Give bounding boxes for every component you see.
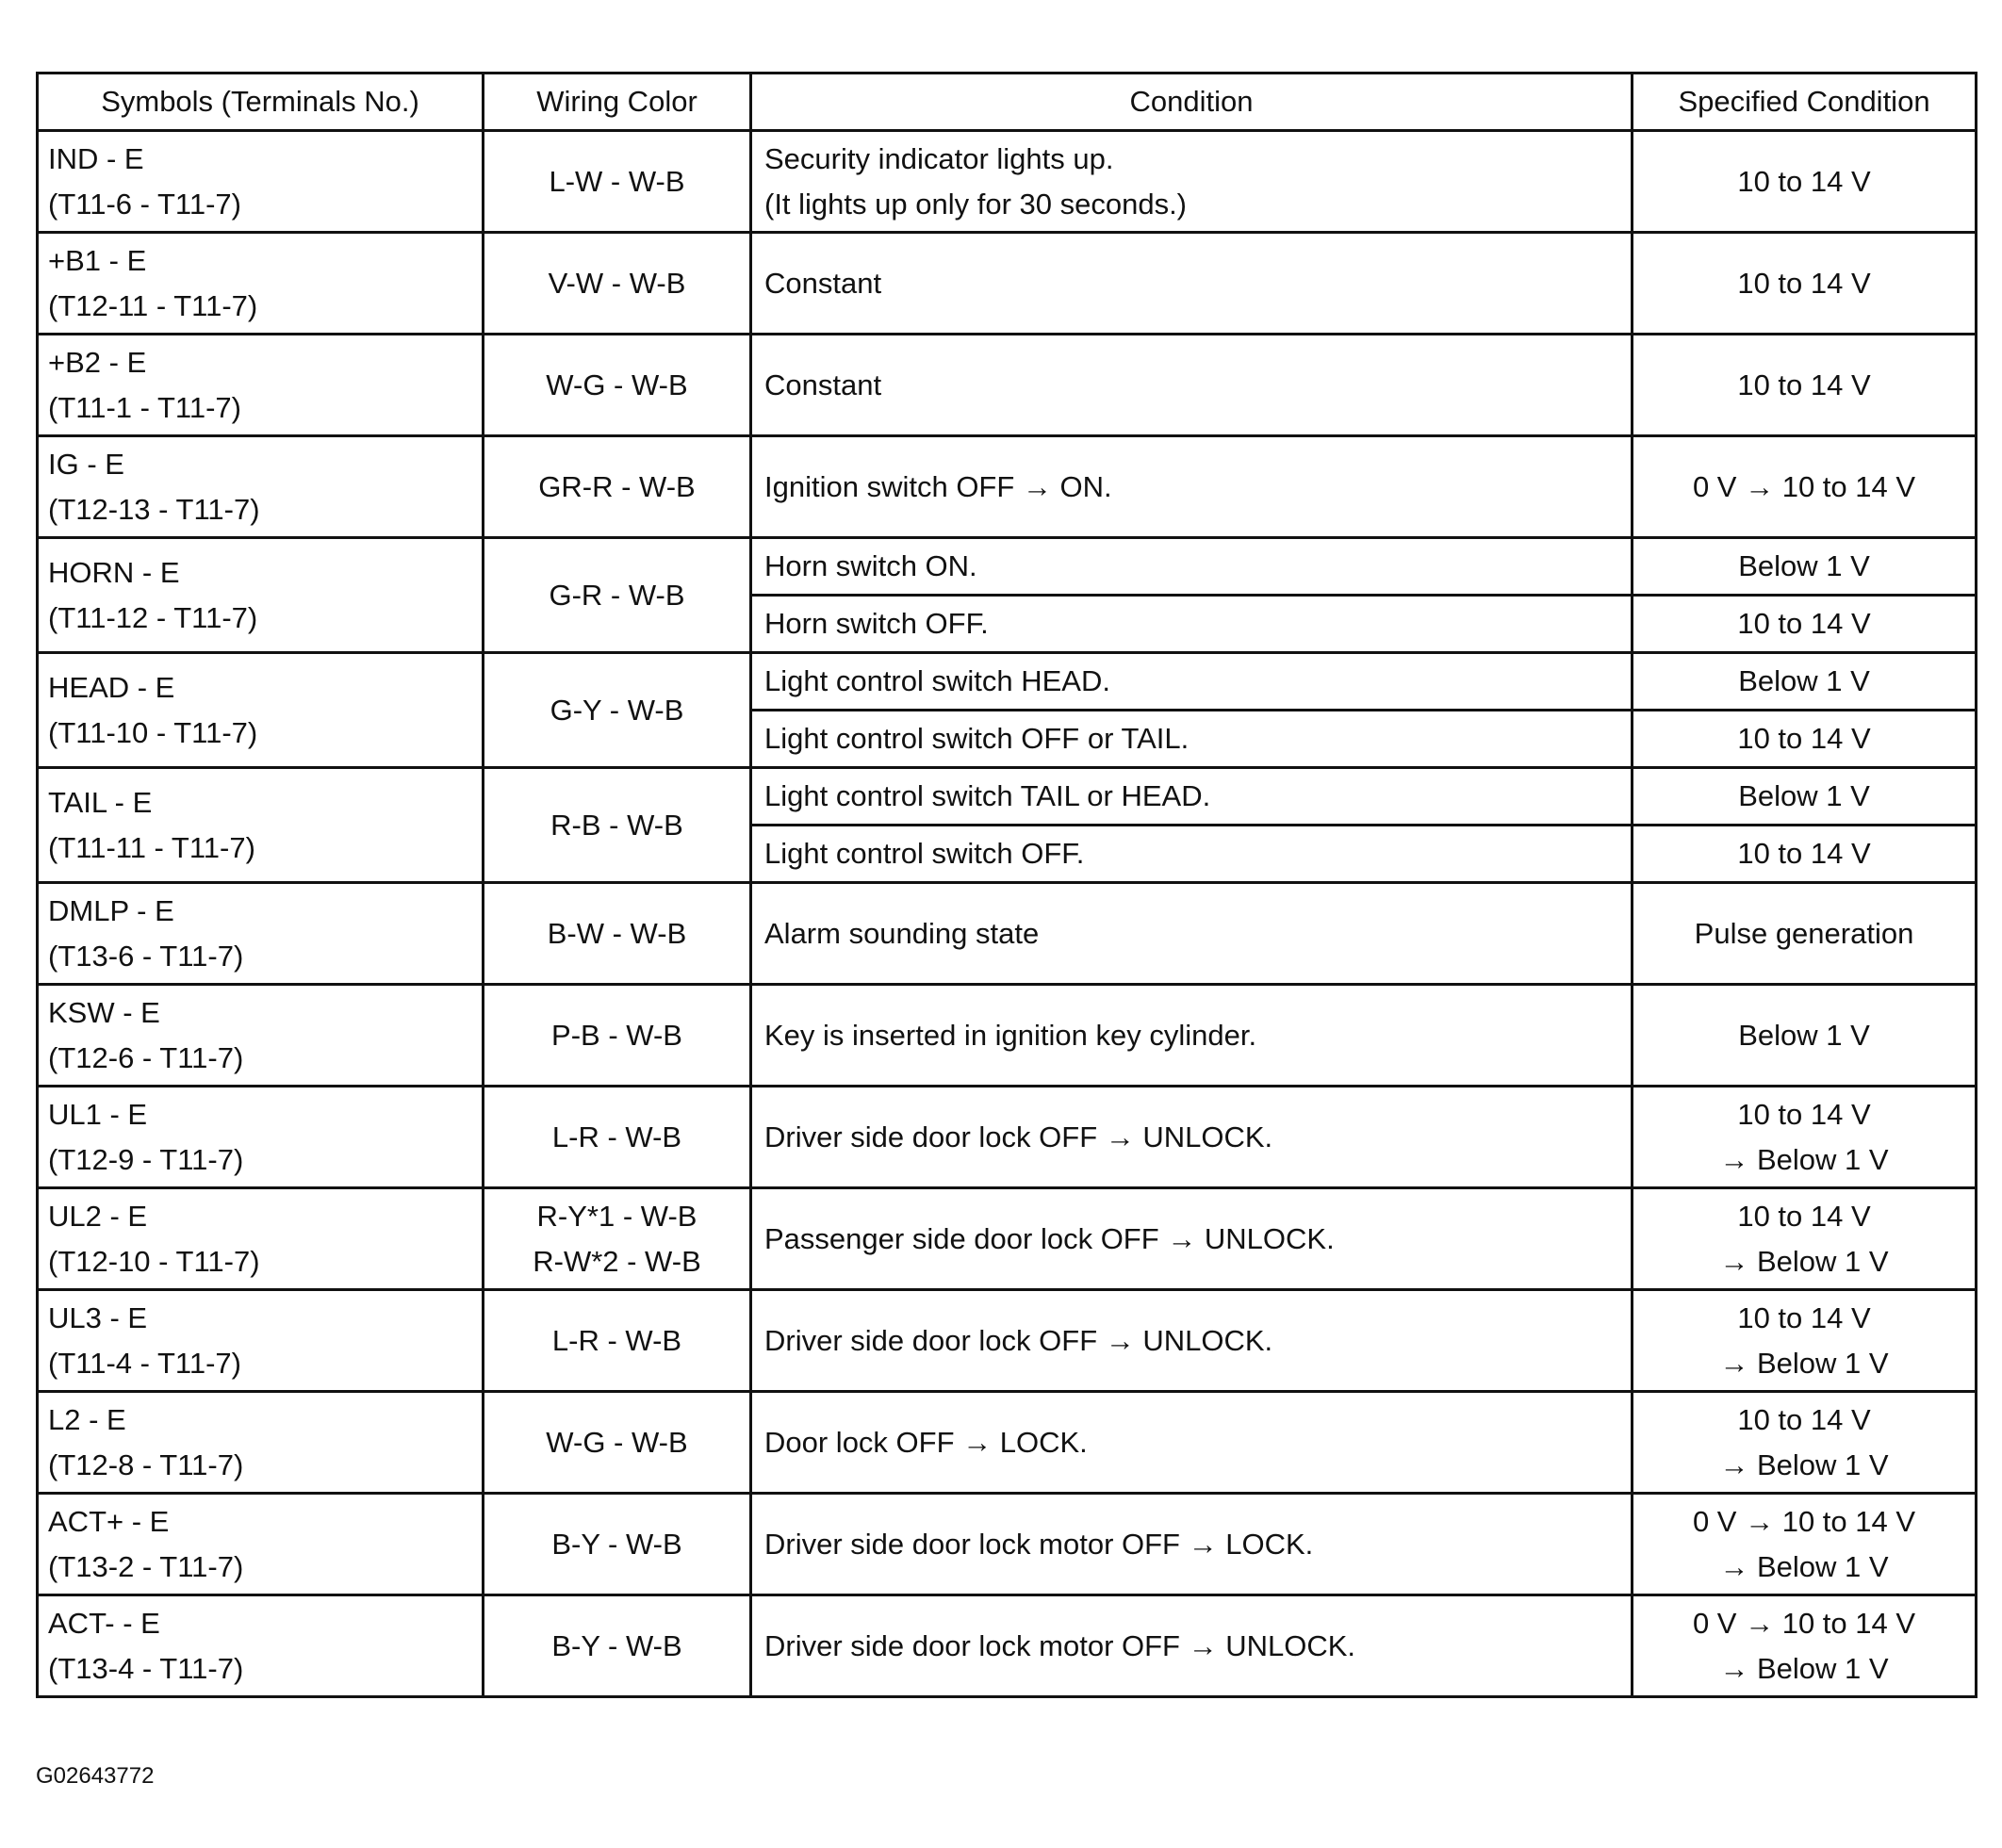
symbol-cell — [38, 1595, 484, 1697]
wiring-color-text: G-Y - W-B — [550, 693, 684, 727]
condition-cell — [751, 1494, 1633, 1595]
terminals-text: (T13-2 - T11-7) — [48, 1549, 244, 1583]
symbol-cell — [38, 883, 484, 985]
condition-cell — [751, 768, 1633, 826]
specified-condition-text: 0 V → 10 to 14 V — [1692, 1606, 1916, 1640]
wiring-color-cell — [484, 131, 751, 233]
table-row — [38, 335, 1977, 436]
header-condition: Condition — [751, 74, 1633, 131]
table-row — [38, 538, 1977, 596]
header-wiring-color: Wiring Color — [484, 74, 751, 131]
symbol-text: UL2 - E — [48, 1199, 148, 1233]
table-row — [38, 768, 1977, 826]
table-row — [38, 653, 1977, 711]
symbol-cell — [38, 538, 484, 653]
terminals-text: (T11-1 - T11-7) — [48, 390, 241, 424]
condition-cell — [751, 1595, 1633, 1697]
symbol-text: KSW - E — [48, 995, 160, 1029]
table-body — [38, 131, 1977, 1697]
symbol-text: ACT+ - E — [48, 1504, 170, 1538]
condition-cell — [751, 233, 1633, 335]
specified-condition-cell — [1633, 985, 1977, 1087]
header-row — [38, 74, 1977, 131]
specified-condition-text: 0 V → 10 to 14 V — [1692, 1504, 1916, 1538]
terminals-text: (T12-10 - T11-7) — [48, 1244, 260, 1278]
terminals-text: (T11-10 - T11-7) — [48, 715, 258, 749]
wiring-color-cell — [484, 233, 751, 335]
wiring-color-text: L-W - W-B — [549, 164, 685, 198]
symbol-text: UL3 - E — [48, 1300, 148, 1334]
specified-condition-text: 10 to 14 V — [1737, 722, 1871, 755]
wiring-color-text: P-B - W-B — [551, 1018, 682, 1052]
specified-condition-cell — [1633, 1392, 1977, 1494]
wiring-color-text: R-Y*1 - W-B — [536, 1199, 697, 1233]
symbol-cell — [38, 233, 484, 335]
condition-text: Ignition switch OFF → ON. — [764, 469, 1112, 503]
symbol-text: UL1 - E — [48, 1097, 148, 1131]
terminals-text: (T11-12 - T11-7) — [48, 600, 258, 634]
table-row — [38, 1494, 1977, 1595]
specified-condition-text: Below 1 V — [1738, 1018, 1870, 1052]
specified-condition-cell — [1633, 711, 1977, 768]
specified-condition-text: 10 to 14 V — [1737, 266, 1871, 300]
condition-cell — [751, 1087, 1633, 1188]
symbol-text: +B1 - E — [48, 243, 147, 277]
wiring-color-cell — [484, 1290, 751, 1392]
symbol-cell — [38, 131, 484, 233]
wiring-color-text: L-R - W-B — [551, 1323, 682, 1357]
symbol-cell — [38, 768, 484, 883]
symbol-text: ACT- - E — [48, 1606, 160, 1640]
symbol-text: IG - E — [48, 447, 124, 481]
condition-text: Light control switch OFF. — [764, 837, 1085, 870]
symbol-cell — [38, 335, 484, 436]
condition-text: Driver side door lock OFF → UNLOCK. — [764, 1120, 1273, 1153]
wiring-color-text: G-R - W-B — [549, 578, 685, 612]
terminals-text: (T11-6 - T11-7) — [48, 187, 241, 221]
header-symbols: Symbols (Terminals No.) — [38, 74, 484, 131]
wiring-color-cell — [484, 538, 751, 653]
specified-condition-cell — [1633, 1595, 1977, 1697]
condition-text: Constant — [764, 368, 882, 401]
symbol-cell — [38, 1290, 484, 1392]
condition-cell — [751, 1290, 1633, 1392]
terminals-text: (T12-8 - T11-7) — [48, 1447, 244, 1481]
condition-cell — [751, 538, 1633, 596]
condition-cell — [751, 1188, 1633, 1290]
wiring-color-cell — [484, 1188, 751, 1290]
specified-condition-cell — [1633, 768, 1977, 826]
wiring-color-cell — [484, 883, 751, 985]
wiring-color-cell — [484, 1494, 751, 1595]
condition-text: Key is inserted in ignition key cylinder. — [764, 1018, 1257, 1052]
condition-text: Horn switch ON. — [764, 549, 977, 582]
condition-text: Driver side door lock motor OFF → UNLOCK. — [764, 1628, 1356, 1662]
condition-cell — [751, 131, 1633, 233]
table-row — [38, 985, 1977, 1087]
table-row — [38, 131, 1977, 233]
specified-condition-text: 10 to 14 V — [1737, 1300, 1871, 1334]
wiring-color-text: V-W - W-B — [548, 266, 686, 300]
symbol-text: HORN - E — [48, 555, 180, 589]
condition-text: Passenger side door lock OFF → UNLOCK. — [764, 1221, 1335, 1255]
specified-condition-cell — [1633, 596, 1977, 653]
wiring-color-cell — [484, 768, 751, 883]
terminals-text: (T12-6 - T11-7) — [48, 1040, 244, 1074]
table-row — [38, 1595, 1977, 1697]
specified-condition-cell — [1633, 1290, 1977, 1392]
condition-text: Driver side door lock motor OFF → LOCK. — [764, 1527, 1314, 1561]
table-row — [38, 233, 1977, 335]
specified-condition-cell — [1633, 538, 1977, 596]
condition-text: Security indicator lights up. — [764, 141, 1114, 175]
condition-cell — [751, 883, 1633, 985]
symbol-text: +B2 - E — [48, 345, 147, 379]
specified-condition-cell — [1633, 1188, 1977, 1290]
condition-cell — [751, 711, 1633, 768]
condition-text: Light control switch HEAD. — [764, 664, 1110, 697]
wiring-color-cell — [484, 1392, 751, 1494]
wiring-color-text: W-G - W-B — [546, 1425, 688, 1459]
symbol-cell — [38, 436, 484, 538]
specified-condition-cell — [1633, 653, 1977, 711]
condition-text: Light control switch OFF or TAIL. — [764, 722, 1190, 755]
wiring-color-text: L-R - W-B — [551, 1120, 682, 1153]
condition-text: Driver side door lock OFF → UNLOCK. — [764, 1323, 1273, 1357]
condition-text: Light control switch TAIL or HEAD. — [764, 779, 1211, 812]
symbol-cell — [38, 1188, 484, 1290]
wiring-color-cell — [484, 1595, 751, 1697]
table-row — [38, 1188, 1977, 1290]
terminals-text: (T11-4 - T11-7) — [48, 1346, 241, 1380]
symbol-text: TAIL - E — [48, 785, 153, 819]
specified-condition-text: → Below 1 V — [1719, 1651, 1889, 1685]
wiring-color-text: W-G - W-B — [546, 368, 688, 401]
table-header — [38, 74, 1977, 131]
specified-condition-cell — [1633, 131, 1977, 233]
specified-condition-cell — [1633, 1087, 1977, 1188]
symbol-text: HEAD - E — [48, 670, 175, 704]
specified-condition-text: Below 1 V — [1738, 779, 1870, 812]
wiring-color-text: GR-R - W-B — [538, 469, 696, 503]
specified-condition-text: 10 to 14 V — [1737, 368, 1871, 401]
specified-condition-cell — [1633, 436, 1977, 538]
symbol-cell — [38, 1392, 484, 1494]
specified-condition-text: 10 to 14 V — [1737, 837, 1871, 870]
wiring-color-cell — [484, 1087, 751, 1188]
wiring-color-cell — [484, 985, 751, 1087]
table-row — [38, 1087, 1977, 1188]
condition-text: Horn switch OFF. — [764, 607, 989, 640]
table-row — [38, 1392, 1977, 1494]
specified-condition-text: 0 V → 10 to 14 V — [1692, 469, 1916, 503]
symbol-cell — [38, 1494, 484, 1595]
header-specified-condition: Specified Condition — [1633, 74, 1977, 131]
wiring-color-text: B-W - W-B — [547, 916, 687, 950]
specified-condition-text: Below 1 V — [1738, 664, 1870, 697]
terminals-text: (T13-6 - T11-7) — [48, 939, 244, 973]
specified-condition-text: Pulse generation — [1694, 916, 1914, 950]
specified-condition-cell — [1633, 335, 1977, 436]
wiring-color-cell — [484, 653, 751, 768]
condition-text: Constant — [764, 266, 882, 300]
symbol-cell — [38, 653, 484, 768]
wiring-color-text: B-Y - W-B — [551, 1527, 682, 1561]
condition-cell — [751, 335, 1633, 436]
specified-condition-text: → Below 1 V — [1719, 1447, 1889, 1481]
condition-cell — [751, 826, 1633, 883]
wiring-color-cell — [484, 436, 751, 538]
specified-condition-text: 10 to 14 V — [1737, 164, 1871, 198]
symbol-text: DMLP - E — [48, 893, 174, 927]
specified-condition-text: → Below 1 V — [1719, 1346, 1889, 1380]
specified-condition-text: → Below 1 V — [1719, 1549, 1889, 1583]
condition-cell — [751, 596, 1633, 653]
table-row — [38, 436, 1977, 538]
wiring-color-text: R-B - W-B — [550, 808, 683, 842]
specified-condition-text: 10 to 14 V — [1737, 1097, 1871, 1131]
condition-text: (It lights up only for 30 seconds.) — [764, 187, 1188, 221]
condition-cell — [751, 985, 1633, 1087]
specified-condition-text: → Below 1 V — [1719, 1244, 1889, 1278]
table-row — [38, 883, 1977, 985]
wiring-color-text: B-Y - W-B — [551, 1628, 682, 1662]
table-row — [38, 1290, 1977, 1392]
symbol-text: IND - E — [48, 141, 144, 175]
condition-text: Alarm sounding state — [764, 916, 1040, 950]
terminals-text: (T13-4 - T11-7) — [48, 1651, 244, 1685]
condition-cell — [751, 1392, 1633, 1494]
symbol-text: L2 - E — [48, 1402, 126, 1436]
specified-condition-text: 10 to 14 V — [1737, 1199, 1871, 1233]
specified-condition-text: → Below 1 V — [1719, 1142, 1889, 1176]
specification-table — [36, 72, 1977, 1698]
symbol-cell — [38, 1087, 484, 1188]
symbol-cell — [38, 985, 484, 1087]
wiring-color-cell — [484, 335, 751, 436]
figure-id: G02643772 — [36, 1763, 155, 1789]
terminals-text: (T12-9 - T11-7) — [48, 1142, 244, 1176]
specified-condition-cell — [1633, 826, 1977, 883]
specified-condition-text: Below 1 V — [1738, 549, 1870, 582]
specified-condition-text: 10 to 14 V — [1737, 1402, 1871, 1436]
condition-cell — [751, 436, 1633, 538]
wiring-color-text: R-W*2 - W-B — [533, 1244, 701, 1278]
terminals-text: (T12-11 - T11-7) — [48, 288, 258, 322]
specified-condition-cell — [1633, 883, 1977, 985]
terminals-text: (T11-11 - T11-7) — [48, 830, 255, 864]
condition-text: Door lock OFF → LOCK. — [764, 1425, 1088, 1459]
terminals-text: (T12-13 - T11-7) — [48, 492, 260, 526]
specified-condition-text: 10 to 14 V — [1737, 607, 1871, 640]
specified-condition-cell — [1633, 233, 1977, 335]
specified-condition-cell — [1633, 1494, 1977, 1595]
condition-cell — [751, 653, 1633, 711]
